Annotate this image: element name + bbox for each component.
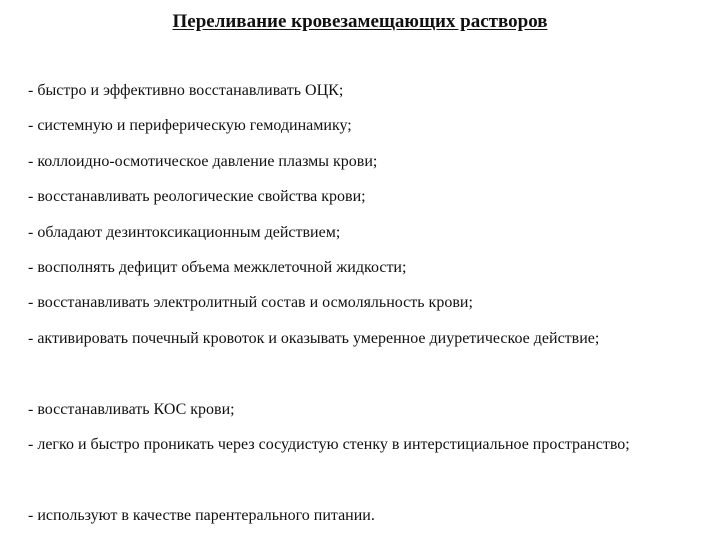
page-title: Переливание кровезамещающих растворов <box>172 11 548 32</box>
list-item: - восстанавливать КОС крови; <box>28 400 235 418</box>
list-item: - легко и быстро проникать через сосудистую стенку в интерстициальное пространство; <box>28 435 630 453</box>
list-item: - используют в качестве парентерального питании. <box>28 506 375 524</box>
list-item: - обладают дезинтоксикационным действием; <box>28 223 341 241</box>
list-item: - системную и периферическую гемодинамику; <box>28 117 352 135</box>
list-item: - восстанавливать реологические свойства крови; <box>28 188 366 206</box>
list-item: - быстро и эффективно восстанавливать ОЦК; <box>28 82 344 99</box>
list-item: - коллоидно-осмотическое давление плазмы крови; <box>28 152 378 170</box>
list-item: - активировать почечный кровоток и оказывать умеренное диуретическое действие; <box>28 329 600 347</box>
list-item: - восполнять дефицит объема межклеточной жидкости; <box>28 258 407 276</box>
list-item: - восстанавливать электролитный состав и осмоляльность крови; <box>28 294 473 312</box>
properties-list <box>28 73 694 533</box>
